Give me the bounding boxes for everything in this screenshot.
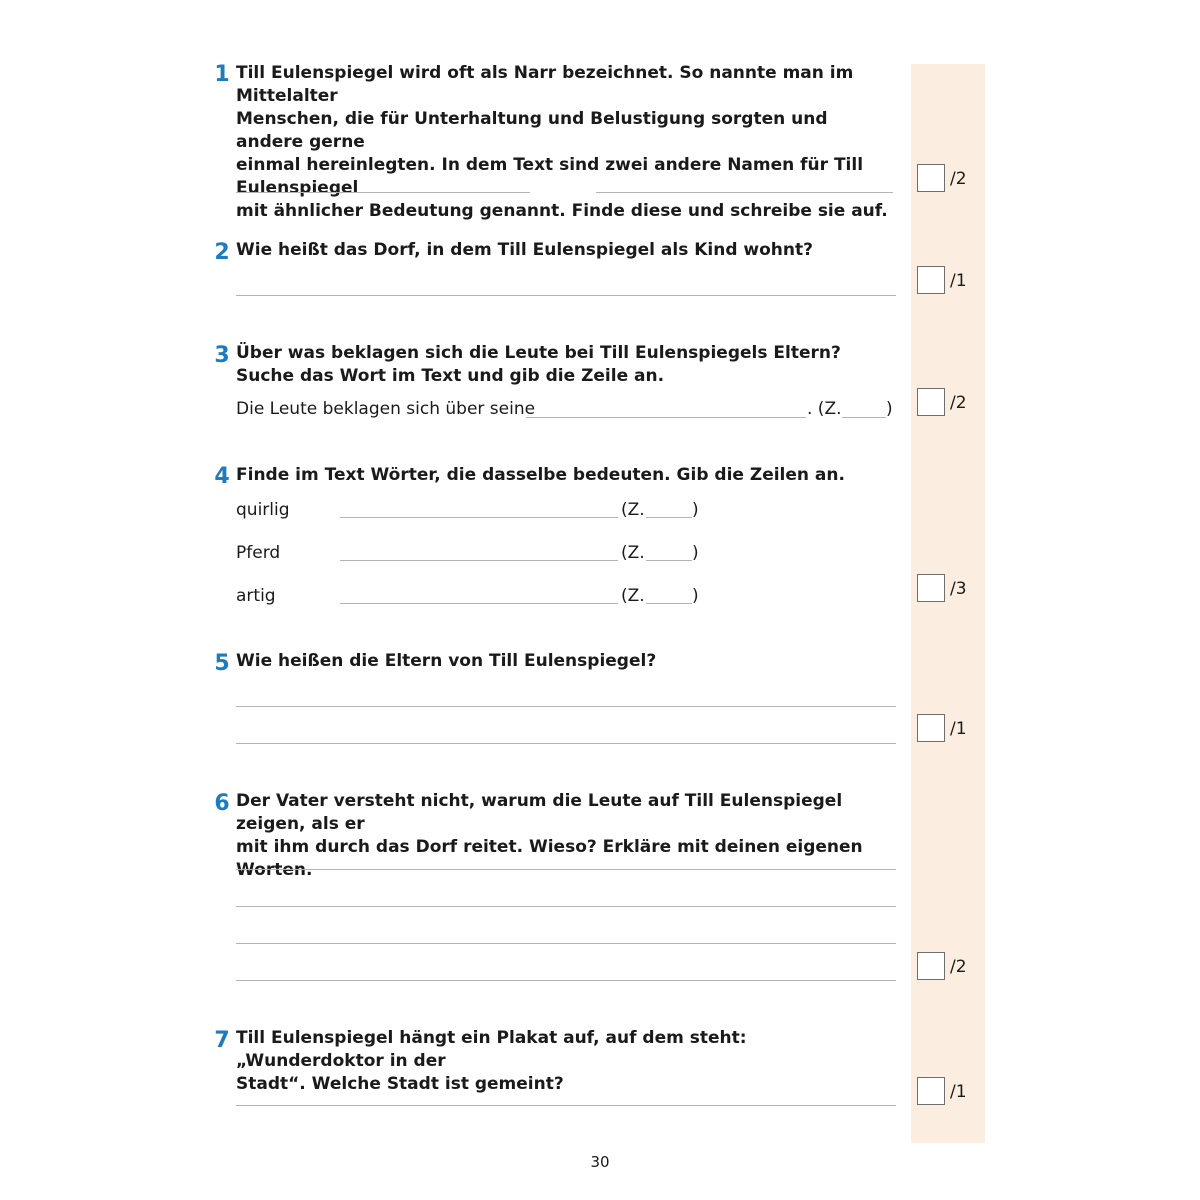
answer-4b-line-number[interactable] [646,560,692,561]
score-box-2[interactable] [917,266,945,294]
score-box-5[interactable] [917,714,945,742]
word-artig: artig [236,586,276,606]
answer-2-line[interactable] [236,295,896,296]
question-1-line-2: Menschen, die für Unterhaltung und Belustigung sorgten und andere gerne [236,109,828,152]
answer-6-line-2[interactable] [236,906,896,907]
answer-7-line[interactable] [236,1105,896,1106]
question-4-text [236,464,896,487]
question-4-line-1: Finde im Text Wörter, die dasselbe bedeuten. Gib die Zeilen an. [236,465,845,485]
answer-6-line-4[interactable] [236,980,896,981]
score-strip [911,64,985,1143]
points-3: /2 [950,393,967,413]
question-3-number: 3 [214,343,230,368]
question-3-text [236,342,896,388]
answer-5-line-2[interactable] [236,743,896,744]
score-box-1[interactable] [917,164,945,192]
question-2-number: 2 [214,240,230,265]
question-2-line-1: Wie heißt das Dorf, in dem Till Eulenspiegel als Kind wohnt? [236,240,813,260]
question-4-number: 4 [214,464,230,489]
line-ref-open: (Z. [621,500,645,520]
points-4: /3 [950,579,967,599]
question-3-sentence-mid: . (Z. [807,399,842,419]
score-box-4[interactable] [917,574,945,602]
question-5-line-1: Wie heißen die Eltern von Till Eulenspiegel? [236,651,657,671]
line-ref-close: ) [692,500,699,520]
answer-4c-line-number[interactable] [646,603,692,604]
answer-6-line-3[interactable] [236,943,896,944]
answer-6-line-1[interactable] [236,869,896,870]
question-2-text [236,239,896,262]
points-1: /2 [950,169,967,189]
answer-3-word-line[interactable] [526,417,806,418]
question-6-line-2: mit ihm durch das Dorf reitet. Wieso? Erkläre mit deinen eigenen Worten. [236,837,863,880]
score-box-6[interactable] [917,952,945,980]
line-ref-close: ) [692,543,699,563]
answer-4c-line[interactable] [340,603,618,604]
question-3-sentence-end: ) [886,399,893,419]
question-1-number: 1 [214,62,230,87]
points-7: /1 [950,1082,967,1102]
points-5: /1 [950,719,967,739]
line-ref-open: (Z. [621,543,645,563]
answer-4a-line[interactable] [340,517,618,518]
points-2: /1 [950,271,967,291]
question-5-text [236,650,896,673]
line-ref-close: ) [692,586,699,606]
score-box-3[interactable] [917,388,945,416]
question-6-number: 6 [214,791,230,816]
question-3-sentence-start: Die Leute beklagen sich über seine [236,399,536,419]
answer-3-line-number[interactable] [842,417,886,418]
answer-5-line-1[interactable] [236,706,896,707]
question-7-line-2: Stadt“. Welche Stadt ist gemeint? [236,1074,564,1094]
word-pferd: Pferd [236,543,281,563]
page-number: 30 [590,1153,610,1171]
answer-4a-line-number[interactable] [646,517,692,518]
question-1-line-1: Till Eulenspiegel wird oft als Narr bezeichnet. So nannte man im Mittelalter [236,63,854,106]
line-ref-open: (Z. [621,586,645,606]
question-1-line-4: mit ähnlicher Bedeutung genannt. Finde diese und schreibe sie auf. [236,201,888,221]
question-1-text [236,62,896,223]
question-5-number: 5 [214,651,230,676]
question-3-line-2: Suche das Wort im Text und gib die Zeile an. [236,366,665,386]
word-quirlig: quirlig [236,500,290,520]
question-7-number: 7 [214,1028,230,1053]
answer-1a-line[interactable] [236,192,530,193]
score-box-7[interactable] [917,1077,945,1105]
question-7-text [236,1027,896,1096]
question-6-line-1: Der Vater versteht nicht, warum die Leute auf Till Eulenspiegel zeigen, als er [236,791,843,834]
question-7-line-1: Till Eulenspiegel hängt ein Plakat auf, auf dem steht: „Wunderdoktor in der [236,1028,747,1071]
question-1-line-3: einmal hereinlegten. In dem Text sind zwei andere Namen für Till Eulenspiegel [236,155,864,198]
points-6: /2 [950,957,967,977]
answer-4b-line[interactable] [340,560,618,561]
answer-1b-line[interactable] [596,192,893,193]
question-3-line-1: Über was beklagen sich die Leute bei Till Eulenspiegels Eltern? [236,343,841,363]
